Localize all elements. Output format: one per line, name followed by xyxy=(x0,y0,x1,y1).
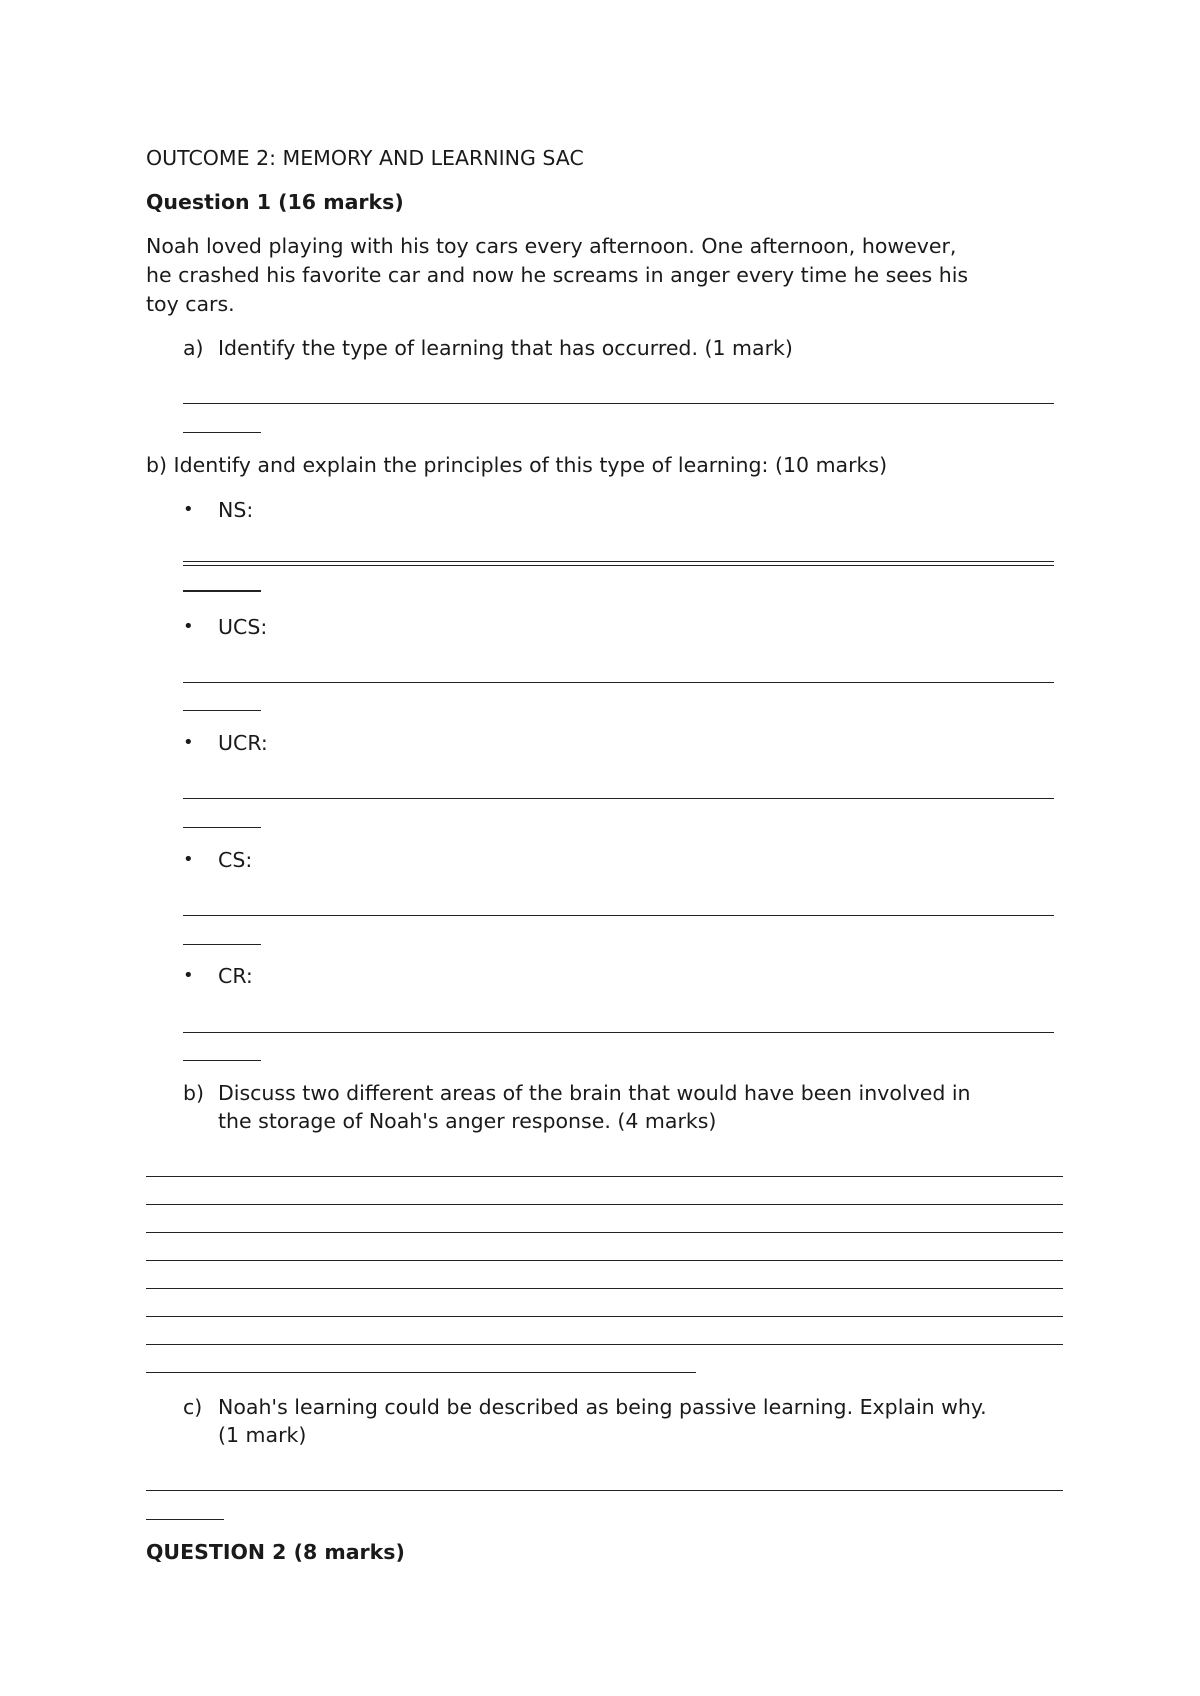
answer-line[interactable] xyxy=(146,1204,1063,1205)
scenario-line: he crashed his favorite car and now he screams in anger every time he sees his xyxy=(146,263,969,287)
answer-line[interactable] xyxy=(183,798,1054,799)
answer-line-end[interactable] xyxy=(183,944,261,945)
bullet-icon: • xyxy=(183,616,194,637)
answer-line[interactable] xyxy=(183,565,1054,566)
bullet-icon: • xyxy=(183,849,194,870)
document-title: OUTCOME 2: MEMORY AND LEARNING SAC xyxy=(146,146,584,170)
bullet-icon: • xyxy=(183,965,194,986)
part-c-question: (1 mark) xyxy=(218,1423,307,1447)
answer-line[interactable] xyxy=(146,1344,1063,1345)
bullet-icon: • xyxy=(183,732,194,753)
part-b2-question: Discuss two different areas of the brain that would have been involved in xyxy=(218,1081,971,1105)
scenario-line: toy cars. xyxy=(146,292,235,316)
question-1-heading: Question 1 (16 marks) xyxy=(146,190,404,214)
principle-cs-label: CS: xyxy=(218,848,253,872)
part-b2-marker: b) xyxy=(183,1081,205,1105)
answer-line[interactable] xyxy=(183,915,1054,916)
scenario-line: Noah loved playing with his toy cars every afternoon. One afternoon, however, xyxy=(146,234,957,258)
answer-line-end[interactable] xyxy=(146,1372,696,1373)
principle-ucr-label: UCR: xyxy=(218,731,268,755)
answer-line-end[interactable] xyxy=(183,1060,261,1061)
answer-line-end[interactable] xyxy=(183,710,261,711)
answer-line[interactable] xyxy=(183,1032,1054,1033)
answer-line-end[interactable] xyxy=(183,590,261,592)
answer-line[interactable] xyxy=(183,561,1054,562)
answer-line-end[interactable] xyxy=(183,827,261,828)
answer-line[interactable] xyxy=(183,403,1054,404)
part-b-question: b) Identify and explain the principles of this type of learning: (10 marks) xyxy=(146,453,888,477)
answer-line[interactable] xyxy=(146,1232,1063,1233)
answer-line[interactable] xyxy=(146,1490,1063,1491)
answer-line[interactable] xyxy=(146,1316,1063,1317)
answer-line[interactable] xyxy=(146,1260,1063,1261)
part-b2-question: the storage of Noah's anger response. (4 marks) xyxy=(218,1109,717,1133)
answer-line[interactable] xyxy=(146,1176,1063,1177)
principle-ns-label: NS: xyxy=(218,498,254,522)
answer-line-end[interactable] xyxy=(146,1519,224,1520)
bullet-icon: • xyxy=(183,499,194,520)
answer-line-end[interactable] xyxy=(183,432,261,433)
part-a-marker: a) xyxy=(183,336,204,360)
part-c-marker: c) xyxy=(183,1395,203,1419)
part-a-question: Identify the type of learning that has occurred. (1 mark) xyxy=(218,336,793,360)
answer-line[interactable] xyxy=(183,682,1054,683)
question-2-heading: QUESTION 2 (8 marks) xyxy=(146,1540,405,1564)
part-c-question: Noah's learning could be described as being passive learning. Explain why. xyxy=(218,1395,987,1419)
principle-cr-label: CR: xyxy=(218,964,253,988)
principle-ucs-label: UCS: xyxy=(218,615,268,639)
answer-line[interactable] xyxy=(146,1288,1063,1289)
